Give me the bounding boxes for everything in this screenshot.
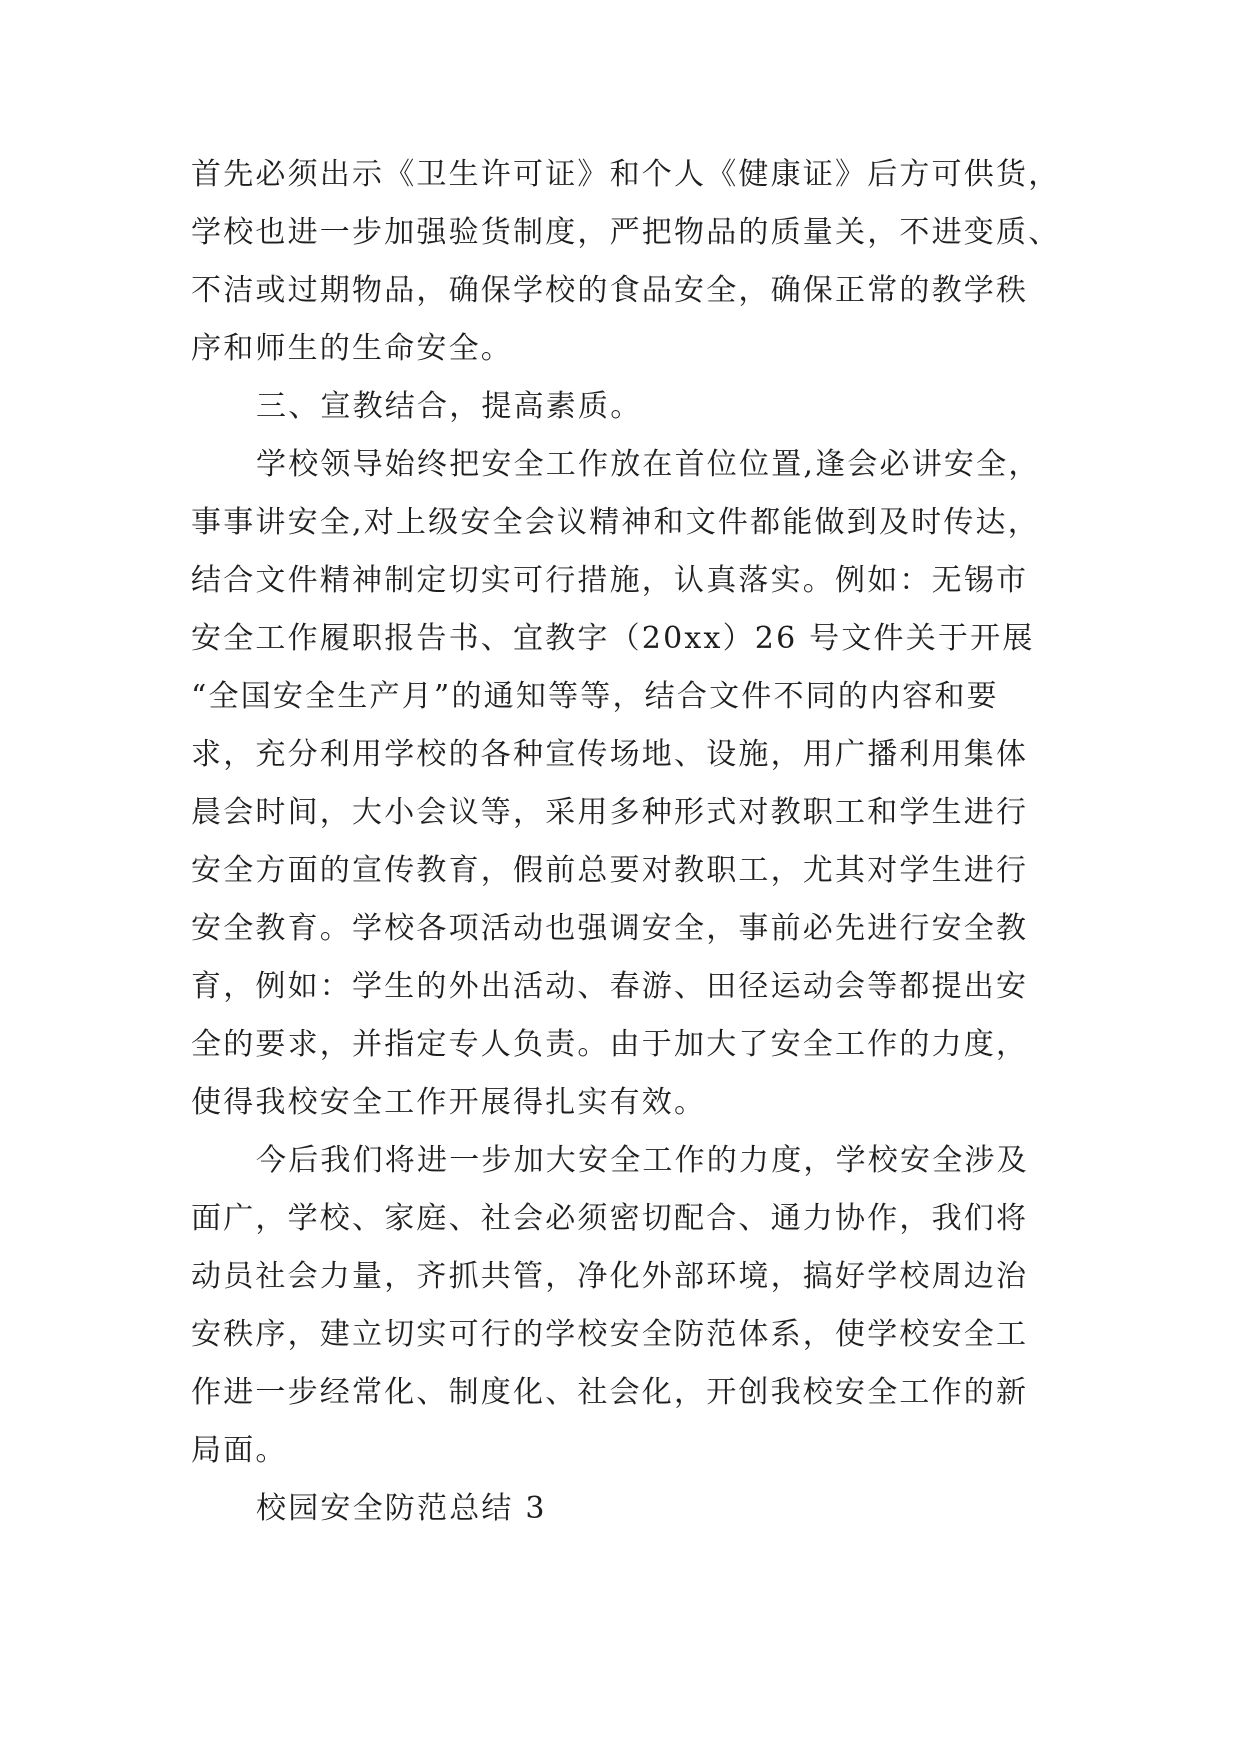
- text-line-15: 育，例如：学生的外出活动、春游、田径运动会等都提出安: [191, 969, 1029, 1004]
- text-line-16: 全的要求，并指定专人负责。由于加大了安全工作的力度，: [191, 1027, 1029, 1062]
- text-line-14: 安全教育。学校各项活动也强调安全，事前必先进行安全教: [191, 911, 1029, 946]
- text-line-2: 学校也进一步加强验货制度，严把物品的质量关，不进变质、: [191, 215, 1061, 250]
- text-line-21: 安秩序，建立切实可行的学校安全防范体系，使学校安全工: [191, 1317, 1029, 1352]
- text-line-17: 使得我校安全工作开展得扎实有效。: [191, 1085, 707, 1120]
- next-section-title: 校园安全防范总结 3: [256, 1491, 547, 1526]
- text-line-9: 安全工作履职报告书、宜教字（20xx）26 号文件关于开展: [191, 621, 1035, 656]
- text-line-22: 作进一步经常化、制度化、社会化，开创我校安全工作的新: [191, 1375, 1029, 1410]
- text-line-19: 面广，学校、家庭、社会必须密切配合、通力协作，我们将: [191, 1201, 1029, 1236]
- text-line-10: “全国安全生产月”的通知等等，结合文件不同的内容和要: [191, 679, 999, 714]
- text-line-11: 求，充分利用学校的各种宣传场地、设施，用广播利用集体: [191, 737, 1029, 772]
- text-line-8: 结合文件精神制定切实可行措施，认真落实。例如：无锡市: [191, 563, 1029, 598]
- text-line-20: 动员社会力量，齐抓共管，净化外部环境，搞好学校周边治: [191, 1259, 1029, 1294]
- text-line-4: 序和师生的生命安全。: [191, 331, 513, 366]
- text-line-18: 今后我们将进一步加大安全工作的力度，学校安全涉及: [256, 1143, 1029, 1178]
- text-line-13: 安全方面的宣传教育，假前总要对教职工，尤其对学生进行: [191, 853, 1029, 888]
- text-line-6: 学校领导始终把安全工作放在首位位置,逢会必讲安全，: [256, 447, 1041, 482]
- text-line-12: 晨会时间，大小会议等，采用多种形式对教职工和学生进行: [191, 795, 1029, 830]
- section-heading: 三、宣教结合，提高素质。: [256, 389, 643, 424]
- text-line-1: 首先必须出示《卫生许可证》和个人《健康证》后方可供货，: [191, 157, 1061, 192]
- text-line-3: 不洁或过期物品，确保学校的食品安全，确保正常的教学秩: [191, 273, 1029, 308]
- document-body: [191, 146, 1061, 1538]
- text-line-7: 事事讲安全,对上级安全会议精神和文件都能做到及时传达，: [191, 505, 1040, 540]
- text-line-23: 局面。: [191, 1433, 288, 1468]
